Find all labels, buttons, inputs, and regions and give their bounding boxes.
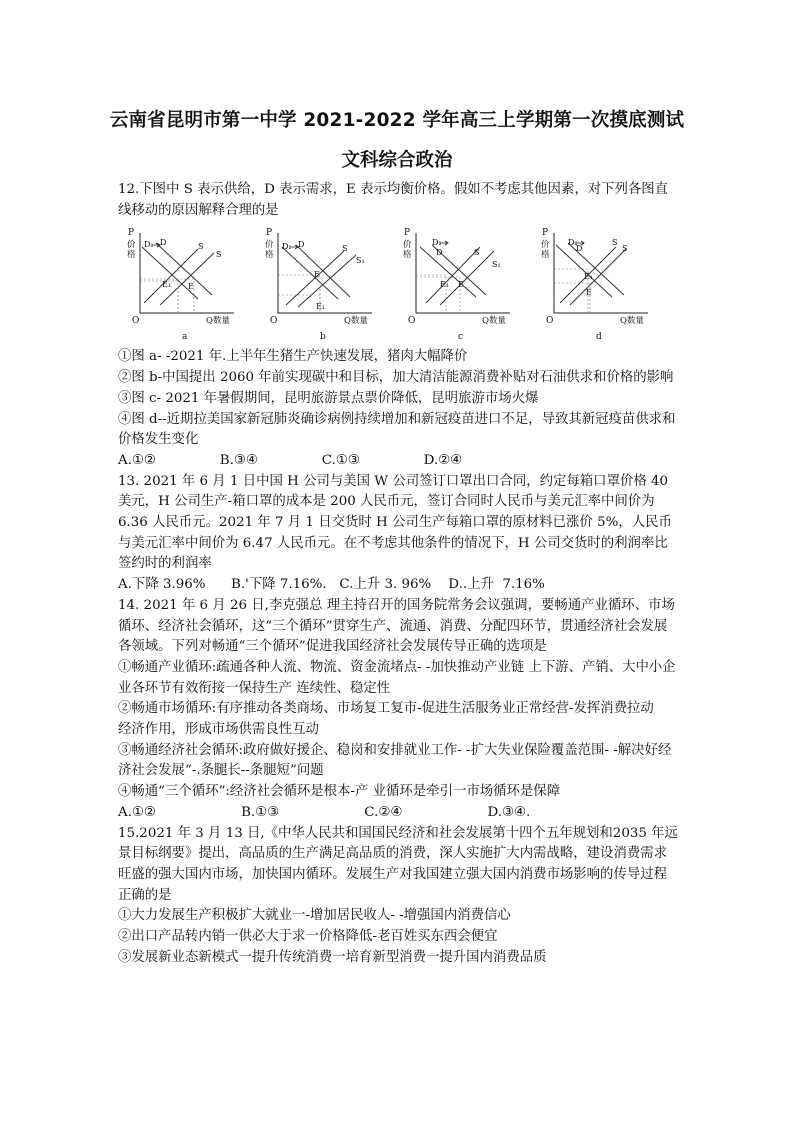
- equilibrium-guide: [554, 269, 588, 313]
- axis-label-price: 价: [403, 240, 412, 251]
- q13-stem: 13. 2021 年 6 月 1 日中国 H 公司与美国 W 公司签订口罩出口合同，约定每箱口罩价格 40 美元，H 公司生产-箱口罩的成本是 200 人民币元，签订合同时人民币与美元汇率中间价为 6.36 人民币元。2021 年 7 月 1 日交货时 H 公司生产每箱口罩的原材料已涨价 5%，人民币与美元汇率中间价为 6.47 人民币元。在不考虑其他条件的情况下，H 公司交货时的利润率比签约时的利润率: [118, 473, 672, 572]
- label-e: E: [458, 280, 464, 290]
- axis-label-price: 格: [265, 250, 274, 261]
- label-d: D: [160, 238, 167, 248]
- axis-label-price: 格: [127, 250, 136, 261]
- supply-curve-s2: [570, 249, 626, 305]
- q12-figures: [118, 225, 678, 343]
- axis-origin: O: [408, 316, 416, 327]
- axis-origin: O: [546, 316, 554, 327]
- supply-curve-s2: [298, 255, 356, 307]
- axis-label-p: P: [266, 228, 273, 239]
- label-e1: E₁: [584, 272, 594, 282]
- demand-curve-d1: [282, 247, 338, 299]
- q14-item-2: ②畅通市场循环:有序推动各类商场、市场复工复市-促进生活服务业正常经营-发挥消费拉动: [118, 701, 654, 717]
- equilibrium-guide: [416, 277, 460, 313]
- supply-demand-diagram: [264, 225, 384, 343]
- label-e1: E₁: [162, 280, 172, 290]
- q12-stem: 12.下图中 S 表示供给，D 表示需求，E 表示均衡价格。假如不考虑其他因素，对下列各图直线移动的原因解释合理的是: [118, 182, 669, 218]
- q14-item-3: ③畅通经济社会循环:政府做好援企、稳岗和安排就业工作- -扩大失业保险覆盖范围- -解决好经济社会发展“-.条腿长--条腿短”问题: [118, 742, 672, 779]
- label-e1: E₁: [440, 280, 450, 290]
- label-e: E: [188, 282, 194, 292]
- q15-item-3: ③发展新业态新模式一提升传统消费一培育新型消费一提升国内消费品质: [118, 949, 547, 965]
- label-s: S: [198, 242, 204, 252]
- axis-label-quantity: Q数量: [206, 316, 230, 327]
- q14-stem: 14. 2021 年 6 月 26 日,李克强总 理主持召开的国务院常务会议强调，要畅通产业循环、市场循环、经济社会循环，这“三个循环”贯穿生产、流通、消费、分配四环节，贯通经济社会发展各领域。下列对畅通“三个循环”促进我国经济社会发展传导正确的选项是: [118, 597, 675, 655]
- equilibrium-guide: [278, 275, 320, 313]
- q12-item-4: ④图 d--近期拉美国家新冠肺炎确诊病例持续增加和新冠疫苗进口不足，导致其新冠疫苗供求和价格发生变化: [118, 411, 676, 448]
- axis-label-quantity: Q数量: [482, 316, 506, 327]
- q14-item-2-cont: 经济作用，形成市场供需良性互动: [118, 722, 319, 738]
- q12-item-1: ①图 a- -2021 年.上半年生猪生产快速发展，猪肉大幅降价: [118, 349, 468, 365]
- figure-b: [264, 225, 384, 343]
- label-s: S: [612, 238, 618, 248]
- axis-label-p: P: [404, 228, 411, 239]
- q14-item-4: ④畅通“三个循环”:经济社会循环是根本-产 业循环是牵引一市场循环是保障: [118, 784, 561, 800]
- axes: [416, 233, 510, 313]
- supply-demand-diagram: [402, 225, 522, 343]
- label-d: D: [298, 240, 305, 250]
- label-s: S: [474, 248, 480, 258]
- label-e: E: [586, 288, 592, 298]
- label-d: D: [576, 244, 583, 254]
- supply-curve-s2: [440, 251, 494, 305]
- q15-item-1: ①大力发展生产积极扩大就业一-增加居民收人- -增强国内消费信心: [118, 908, 511, 924]
- label-d: D: [436, 248, 443, 258]
- supply-demand-diagram: [540, 225, 660, 343]
- label-d1: D₁: [282, 242, 292, 252]
- q13-options: A.下降 3.96% B.'下降 7.16%. C.上升 3. 96% D..上升 7.16%: [118, 577, 545, 593]
- label-s: S: [342, 244, 348, 254]
- label-d1: D₁: [144, 240, 154, 250]
- label-s2: S: [216, 250, 222, 260]
- q12-item-2: ②图 b-中国提出 2060 年前实现碳中和目标，加大清洁能源消费补贴对石油供求和价格的影响: [118, 370, 674, 386]
- figure-caption: c: [458, 332, 464, 343]
- figure-caption: b: [320, 332, 326, 343]
- page-subtitle: 文科综合政治: [341, 150, 453, 171]
- label-e1: E₁: [316, 302, 326, 312]
- figure-caption: a: [182, 332, 188, 343]
- axis-label-p: P: [128, 228, 135, 239]
- axis-label-quantity: Q数量: [620, 316, 644, 327]
- q12-options: A.①② B.③④ C.①③ D.②④: [118, 452, 463, 468]
- label-s2: S₁: [492, 260, 501, 270]
- demand-curve-d1: [420, 247, 476, 297]
- axis-label-p: P: [542, 228, 549, 239]
- figure-c: [402, 225, 522, 343]
- q14-options: A.①② B.①③ C.②④ D.③④.: [118, 804, 531, 820]
- page-title: 云南省昆明市第一中学 2021-2022 学年高三上学期第一次摸底测试: [109, 110, 685, 131]
- label-d1: D₁: [432, 238, 442, 248]
- label-d1: D₁: [568, 238, 578, 248]
- label-s2: S: [622, 244, 628, 254]
- axis-label-price: 格: [403, 250, 412, 261]
- axis-label-price: 格: [541, 250, 550, 261]
- figure-d: [540, 225, 660, 343]
- exam-content: [118, 180, 678, 969]
- axis-label-price: 价: [265, 240, 274, 251]
- axis-label-quantity: Q数量: [344, 316, 368, 327]
- q15-item-2: ②出口产品转内销一供必大于求一价格降低-老百姓买东西会便宜: [118, 929, 498, 945]
- axis-label-price: 价: [127, 240, 136, 251]
- label-s2: S₁: [356, 256, 365, 266]
- label-e: E: [314, 270, 320, 280]
- figure-caption: d: [596, 332, 602, 343]
- q15-stem: 15.2021 年 3 月 13 日,《中华人民共和国国民经济和社会发展第十四个五年规划和2035 年远景目标纲要》提出，高品质的生产满足高品质的消费，深人实施扩大内需战略，建设消费需求旺盛的强大国内市场，加快国内循环。发展生产对我国建立强大国内消费市场影响的传导过程正确的是: [118, 825, 678, 903]
- supply-curve-s: [426, 247, 480, 303]
- supply-demand-diagram: [126, 225, 246, 343]
- equilibrium-guide: [554, 283, 590, 313]
- demand-curve-d1: [142, 247, 198, 299]
- axis-origin: O: [132, 316, 140, 327]
- figure-a: [126, 225, 246, 343]
- q14-item-1: ①畅通产业循环:疏通各种人流、物流、资金流堵点- -加快推动产业链 上下游、产销、大中小企业各环节有效衔接一保持生产 连续性、稳定性: [118, 659, 676, 696]
- equilibrium-guide: [140, 281, 178, 313]
- axis-label-price: 价: [541, 240, 550, 251]
- q12-item-3: ③图 c- 2021 年暑假期间，昆明旅游景点票价降低，昆明旅游市场火爆: [118, 390, 539, 406]
- equilibrium-guide: [278, 295, 320, 313]
- axis-origin: O: [270, 316, 278, 327]
